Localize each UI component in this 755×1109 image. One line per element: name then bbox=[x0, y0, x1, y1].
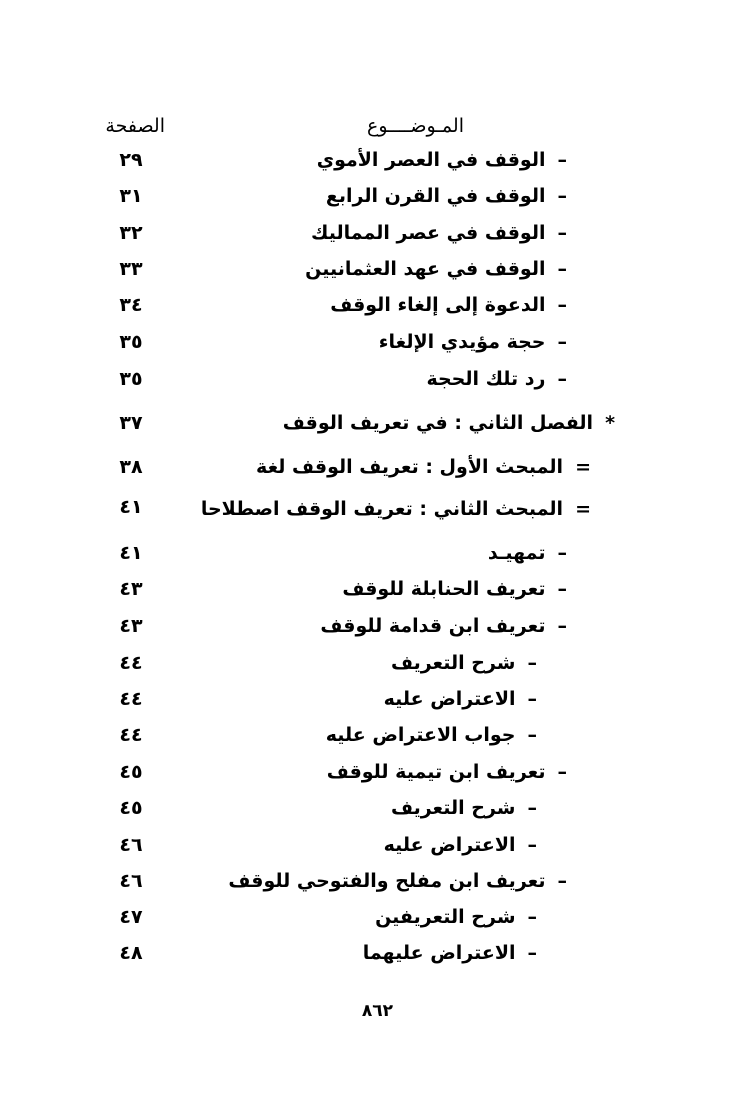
toc-entry bbox=[327, 759, 567, 785]
entry-marker: – bbox=[557, 331, 567, 353]
toc-entry bbox=[426, 366, 567, 392]
entry-marker: – bbox=[527, 724, 537, 746]
entry-page-number: ٤١ bbox=[119, 542, 143, 564]
entry-page-number: ٤٥ bbox=[119, 761, 143, 783]
toc-entry bbox=[379, 329, 567, 355]
entry-title: رد تلك الحجة bbox=[426, 368, 546, 390]
entry-page-number: ٤٤ bbox=[119, 688, 143, 710]
entry-marker: – bbox=[557, 294, 567, 316]
entry-page-number: ٣٧ bbox=[119, 412, 143, 434]
page-footer-number: ٨٦٢ bbox=[361, 1001, 394, 1021]
entry-title: حجة مؤيدي الإلغاء bbox=[378, 331, 546, 353]
page-column-header: الصفحة bbox=[105, 115, 165, 137]
toc-entry bbox=[326, 183, 567, 209]
toc-section-entry bbox=[201, 496, 591, 522]
entry-page-number: ٣٣ bbox=[119, 258, 143, 280]
entry-marker: – bbox=[557, 542, 567, 564]
entry-title: تعريف ابن مفلح والفتوحي للوقف bbox=[228, 870, 546, 892]
entry-title: الوقف في عهد العثمانيين bbox=[305, 258, 546, 280]
entry-title: تعريف ابن قدامة للوقف bbox=[320, 615, 546, 637]
entry-page-number: ٤٥ bbox=[119, 797, 143, 819]
topic-column-header: المـوضــــوع bbox=[367, 115, 464, 137]
toc-subentry bbox=[375, 904, 537, 930]
entry-title: شرح التعريف bbox=[390, 797, 516, 819]
entry-marker: – bbox=[557, 368, 567, 390]
entry-marker: – bbox=[527, 797, 537, 819]
toc-entry bbox=[488, 540, 567, 566]
toc-entry bbox=[317, 147, 567, 173]
toc-subentry bbox=[391, 795, 537, 821]
entry-page-number: ٤٣ bbox=[119, 615, 143, 637]
toc-entry bbox=[305, 256, 567, 282]
entry-page-number: ٤١ bbox=[119, 496, 143, 518]
toc-section-entry bbox=[256, 454, 591, 480]
entry-marker: * bbox=[605, 412, 615, 434]
entry-title: شرح التعريف bbox=[390, 652, 516, 674]
entry-title: المبحث الثاني : تعريف الوقف اصطلاحا bbox=[200, 498, 564, 520]
entry-title: المبحث الأول : تعريف الوقف لغة bbox=[256, 456, 564, 478]
entry-marker: – bbox=[557, 185, 567, 207]
toc-entry bbox=[342, 576, 567, 602]
toc-subentry bbox=[391, 650, 537, 676]
entry-page-number: ٤٧ bbox=[119, 906, 143, 928]
entry-page-number: ٤٤ bbox=[119, 652, 143, 674]
entry-page-number: ٣٥ bbox=[119, 368, 143, 390]
entry-marker: – bbox=[557, 578, 567, 600]
entry-title: الدعوة إلى إلغاء الوقف bbox=[330, 294, 546, 316]
entry-page-number: ٤٦ bbox=[119, 870, 143, 892]
entry-marker: = bbox=[575, 456, 591, 478]
entry-title: الاعتراض عليه bbox=[383, 834, 516, 856]
entry-marker: – bbox=[557, 615, 567, 637]
entry-marker: – bbox=[527, 906, 537, 928]
entry-title: تعريف ابن تيمية للوقف bbox=[326, 761, 546, 783]
entry-page-number: ٣٤ bbox=[119, 294, 143, 316]
entry-marker: = bbox=[575, 498, 591, 520]
toc-entry bbox=[311, 220, 567, 246]
toc-entry bbox=[228, 868, 567, 894]
entry-page-number: ٣٥ bbox=[119, 331, 143, 353]
entry-marker: – bbox=[557, 222, 567, 244]
entry-marker: – bbox=[557, 258, 567, 280]
entry-page-number: ٢٩ bbox=[119, 149, 143, 171]
entry-marker: – bbox=[527, 688, 537, 710]
entry-title: الاعتراض عليه bbox=[383, 688, 516, 710]
entry-page-number: ٣١ bbox=[119, 185, 143, 207]
toc-subentry bbox=[326, 722, 537, 748]
toc-subentry bbox=[384, 832, 537, 858]
toc-entry bbox=[330, 292, 567, 318]
toc-subentry bbox=[384, 686, 537, 712]
entry-marker: – bbox=[527, 942, 537, 964]
toc-chapter-entry bbox=[283, 410, 615, 436]
entry-page-number: ٤٤ bbox=[119, 724, 143, 746]
entry-page-number: ٤٣ bbox=[119, 578, 143, 600]
entry-marker: – bbox=[557, 149, 567, 171]
entry-title: الفصل الثاني : في تعريف الوقف bbox=[282, 412, 594, 434]
entry-marker: – bbox=[527, 652, 537, 674]
entry-title: الوقف في عصر المماليك bbox=[311, 222, 546, 244]
toc-subentry bbox=[363, 940, 537, 966]
entry-page-number: ٣٢ bbox=[119, 222, 143, 244]
entry-page-number: ٤٦ bbox=[119, 834, 143, 856]
entry-title: تعريف الحنابلة للوقف bbox=[342, 578, 546, 600]
entry-marker: – bbox=[557, 761, 567, 783]
entry-title: الاعتراض عليهما bbox=[362, 942, 516, 964]
entry-title: جواب الاعتراض عليه bbox=[325, 724, 516, 746]
entry-title: الوقف في القرن الرابع bbox=[325, 185, 546, 207]
entry-marker: – bbox=[557, 870, 567, 892]
entry-marker: – bbox=[527, 834, 537, 856]
entry-title: تمهيـد bbox=[487, 542, 546, 564]
entry-page-number: ٤٨ bbox=[119, 942, 143, 964]
entry-page-number: ٣٨ bbox=[119, 456, 143, 478]
toc-entry bbox=[320, 613, 567, 639]
entry-title: الوقف في العصر الأموي bbox=[316, 149, 546, 171]
entry-title: شرح التعريفين bbox=[375, 906, 516, 928]
